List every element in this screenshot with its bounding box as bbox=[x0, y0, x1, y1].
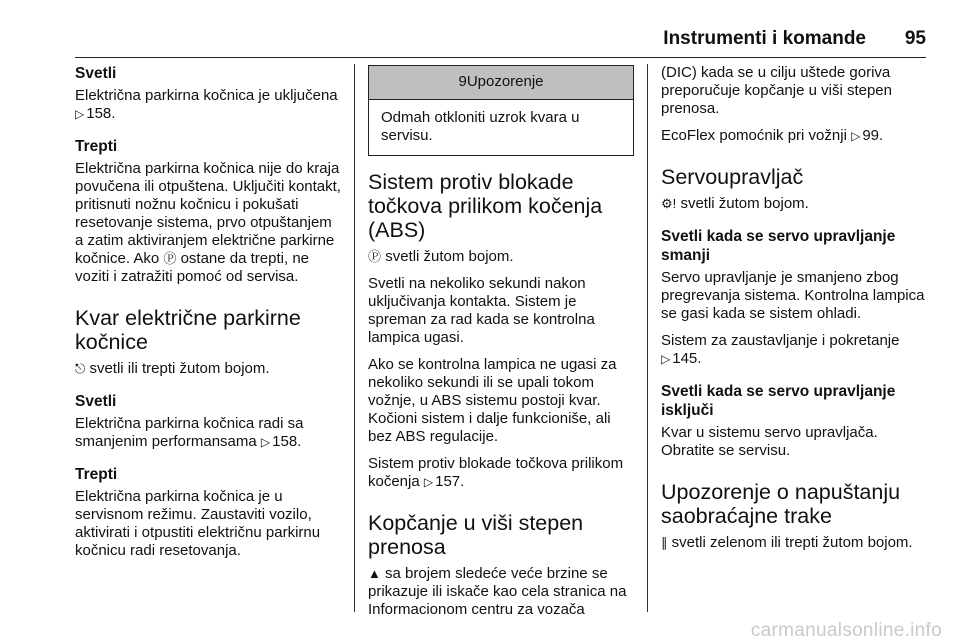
section-title-lane-departure: Upozorenje o napuštanju saobraćajne trake bbox=[661, 480, 901, 528]
paragraph: Sistem protiv blokade točkova prilikom kočenja ▷ 157. bbox=[368, 455, 624, 490]
paragraph: ⎋ svetli ili trepti žutom bojom. bbox=[75, 360, 270, 377]
paragraph: Električna parkirna kočnica radi sa smanjenim performansama ▷ 158. bbox=[75, 415, 304, 450]
section-title-abs: Sistem protiv blokade točkova prilikom kočenja (ABS) bbox=[368, 170, 603, 242]
column-2 bbox=[368, 64, 634, 628]
section-heading-servo-reduced: Svetli kada se servo upravljanje smanji bbox=[661, 228, 896, 264]
page-header bbox=[75, 26, 926, 52]
column-3 bbox=[661, 64, 925, 561]
section-title-parking-brake-fault: Kvar električne parkirne kočnice bbox=[75, 306, 301, 354]
page-ref-arrow-icon: ▷ bbox=[851, 129, 861, 143]
upshift-arrow-icon: ▲ bbox=[368, 566, 381, 581]
page-ref-arrow-icon: ▷ bbox=[75, 107, 85, 121]
column-divider-2 bbox=[647, 64, 648, 612]
column-1 bbox=[75, 64, 343, 569]
parking-brake-p-icon: Ⓟ bbox=[163, 251, 177, 266]
section-title-upshift: Kopčanje u viši stepen prenosa bbox=[368, 511, 584, 559]
page-ref: 157. bbox=[435, 473, 465, 490]
parking-brake-fault-icon: ⎋ bbox=[75, 361, 86, 376]
warning-header bbox=[369, 66, 633, 100]
paragraph: ⚙! svetli žutom bojom. bbox=[661, 195, 809, 212]
column-divider-1 bbox=[354, 64, 355, 612]
page-ref: 99. bbox=[862, 127, 884, 144]
paragraph: Kvar u sistemu servo upravljača. Obratite se servisu. bbox=[661, 424, 878, 459]
section-heading-trepti: Trepti bbox=[75, 466, 118, 483]
warning-number: 9 bbox=[458, 73, 467, 90]
page-ref: 158. bbox=[86, 105, 116, 122]
paragraph: (DIC) kada se u cilju uštede goriva preporučuje kopčanje u viši stepen prenosa. bbox=[661, 64, 892, 117]
paragraph: Električna parkirna kočnica je uključena ▷ 158. bbox=[75, 87, 338, 122]
paragraph: EcoFlex pomoćnik pri vožnji ▷ 99. bbox=[661, 127, 884, 144]
paragraph: Električna parkirna kočnica je u servisnom režimu. Zaustaviti vozilo, aktivirati i otpustiti električnu parkirnu kočnicu radi resetovanja. bbox=[75, 488, 321, 559]
steering-wheel-warning-icon: ⚙! bbox=[661, 196, 677, 211]
warning-box bbox=[368, 65, 634, 156]
page-ref-arrow-icon: ▷ bbox=[423, 475, 434, 489]
paragraph: ∥ svetli zelenom ili trepti žutom bojom. bbox=[661, 534, 913, 551]
page-ref-arrow-icon: ▷ bbox=[661, 352, 671, 366]
header-divider bbox=[75, 57, 926, 58]
paragraph: Sistem za zaustavljanje i pokretanje ▷ 145. bbox=[661, 332, 900, 367]
paragraph: Svetli na nekoliko sekundi nakon uključivanja kontakta. Sistem je spreman za rad kada se kontrolna lampica ugasi. bbox=[368, 275, 595, 346]
watermark: carmanualsonline.info bbox=[750, 620, 942, 641]
paragraph: Servo upravljanje je smanjeno zbog pregrevanja sistema. Kontrolna lampica se gasi kada se sistem ohladi. bbox=[661, 269, 925, 322]
section-title-power-steering: Servoupravljač bbox=[661, 165, 804, 189]
paragraph: Ako se kontrolna lampica ne ugasi za nekoliko sekundi ili se upali tokom vožnje, u ABS sistemu postoji kvar. Kočioni sistem i dalje funkcioniše, ali bez ABS regulacije. bbox=[368, 356, 617, 445]
section-heading-servo-off: Svetli kada se servo upravljanje isključi bbox=[661, 383, 896, 419]
section-heading-svetli: Svetli bbox=[75, 65, 117, 82]
section-heading-svetli: Svetli bbox=[75, 393, 117, 410]
page-number: 95 bbox=[904, 28, 926, 49]
page-ref: 145. bbox=[672, 350, 702, 367]
abs-icon: Ⓟ bbox=[368, 249, 382, 264]
paragraph: Električna parkirna kočnica nije do kraja povučena ili otpuštena. Uključiti kontakt, pritisnuti nožnu kočnicu i pokušati resetovanje sistema, prvo otpuštanjem a zatim aktiviranjem električne parkirne kočnice. Ako Ⓟ ostane da trepti, ne voziti i zatražiti pomoć od servisa. bbox=[75, 160, 341, 285]
warning-title: Upozorenje bbox=[466, 73, 544, 90]
page-ref: 158. bbox=[272, 433, 302, 450]
paragraph: Ⓟ svetli žutom bojom. bbox=[368, 248, 514, 265]
section-heading-trepti: Trepti bbox=[75, 138, 118, 155]
paragraph: ▲ sa brojem sledeće veće brzine se prikazuje ili iskače kao cela stranica na Informacionom centru za vozača bbox=[368, 565, 627, 618]
lane-departure-icon: ∥ bbox=[661, 535, 668, 550]
header-title: Instrumenti i komande bbox=[663, 28, 866, 49]
warning-text: Odmah otkloniti uzrok kvara u servisu. bbox=[381, 109, 580, 144]
page-ref-arrow-icon: ▷ bbox=[260, 435, 271, 449]
